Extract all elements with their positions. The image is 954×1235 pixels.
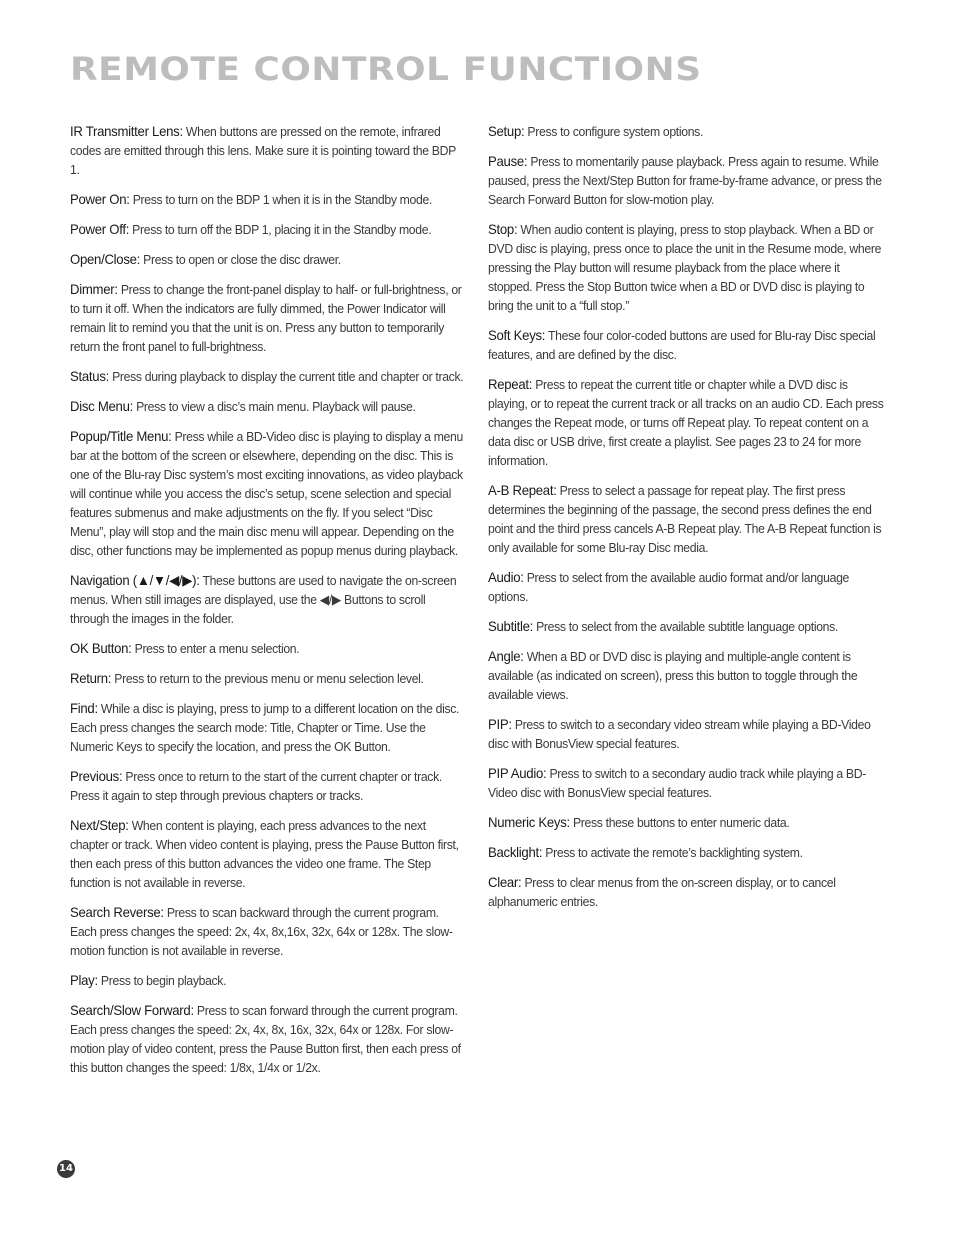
- entry-text: Press to clear menus from the on-screen display, or to cancel alphanumeric entries.: [488, 875, 836, 909]
- entry-soft-keys: [488, 326, 885, 364]
- entry-text: Press to scan forward through the current program. Each press changes the speed: 2x, 4x, 8x, 16x, 32x, 64x or 128x. For slow-motion play of video content, press the Pause Button first, then each press of this button changes the speed: 1/8x, 1/4x or 1/2x.: [70, 1003, 461, 1075]
- entry-text: Press to select a passage for repeat play. The first press determines the beginning of the passage, the second press defines the end point and the third press cancels A-B Repeat play. The A-B Repeat function is only available for some Blu-ray Disc media.: [488, 483, 882, 555]
- entry-text: Press to open or close the disc drawer.: [143, 252, 341, 267]
- entry-term: Audio:: [488, 569, 524, 585]
- entry-term: Pause:: [488, 153, 528, 169]
- entry-term: Return:: [70, 670, 112, 686]
- entry-text: Press these buttons to enter numeric data.: [572, 815, 790, 830]
- entry-text: Press to scan backward through the current program. Each press changes the speed: 2x, 4x, 8x,16x, 32x, 64x or 128x. The slow-motion function is not available in reverse.: [70, 905, 453, 958]
- entry-status: [70, 367, 467, 386]
- entry-clear: [488, 873, 885, 911]
- entry-text: While a disc is playing, press to jump to a different location on the disc. Each press changes the search mode: Title, Chapter or Time. Use the Numeric Keys to specify the location, and press the OK Button.: [70, 701, 460, 754]
- left-column: [70, 122, 466, 1088]
- entry-term: Status:: [70, 368, 109, 384]
- entry-audio: [488, 568, 885, 606]
- entry-term: Dimmer:: [70, 281, 118, 297]
- entry-term: Setup:: [488, 123, 525, 139]
- right-column: [488, 122, 884, 922]
- entry-numeric-keys: [488, 813, 885, 832]
- entry-text: Press to begin playback.: [100, 973, 227, 988]
- entry-term: Open/Close:: [70, 251, 141, 267]
- page-number-badge: 14: [57, 1160, 75, 1178]
- entry-text: When audio content is playing, press to stop playback. When a BD or DVD disc is playing, press once to place the unit in the Resume mode, where pressing the Play button will resume playback from the place where it stopped. Press the Stop Button twice when a BD or DVD disc is playing to bring the unit to a “full stop.”: [488, 222, 882, 313]
- entry-text: When buttons are pressed on the remote, infrared codes are emitted through this lens. Make sure it is pointing toward the BDP 1.: [70, 124, 456, 177]
- entry-ok-button: [70, 639, 467, 658]
- entry-popup-title-menu: [70, 427, 467, 560]
- entry-text: Press to view a disc’s main menu. Playback will pause.: [136, 399, 416, 414]
- entry-text: Press to switch to a secondary audio track while playing a BD-Video disc with BonusView special features.: [488, 766, 866, 800]
- entry-term: Clear:: [488, 874, 522, 890]
- entry-text: These four color-coded buttons are used for Blu-ray Disc special features, and are defined by the disc.: [488, 328, 876, 362]
- entry-disc-menu: [70, 397, 467, 416]
- entry-term: Previous:: [70, 768, 123, 784]
- entry-angle: [488, 647, 885, 704]
- entry-text: Press to momentarily pause playback. Press again to resume. While paused, press the Next/Step Button for frame-by-frame advance, or press the Search Forward Button for slow-motion play.: [488, 154, 882, 207]
- entry-text: Press to select from the available subtitle language options.: [536, 619, 839, 634]
- entry-search-slow-forward: [70, 1001, 467, 1077]
- entry-text: Press to turn on the BDP 1 when it is in the Standby mode.: [132, 192, 432, 207]
- entry-pip: [488, 715, 885, 753]
- entry-search-reverse: [70, 903, 467, 960]
- entry-text: When a BD or DVD disc is playing and multiple-angle content is available (as indicated on screen), press this button to toggle through the available views.: [488, 649, 858, 702]
- entry-text: Press while a BD-Video disc is playing to display a menu bar at the bottom of the screen or elsewhere, depending on the disc. This is one of the Blu-ray Disc system’s most exciting innovations, as video playback will continue while you access the disc’s setup, scene selection and special features submenus and make adjustments on the fly. If you select “Disc Menu”, play will stop and the main disc menu will appear. Depending on the disc, other functions may be implemented as popup menus during playback.: [70, 429, 463, 558]
- entry-pip-audio: [488, 764, 885, 802]
- entry-text: Press to activate the remote’s backlighting system.: [545, 845, 803, 860]
- entry-term: PIP:: [488, 716, 512, 732]
- entry-term: Popup/Title Menu:: [70, 428, 172, 444]
- entry-text: Press to turn off the BDP 1, placing it in the Standby mode.: [132, 222, 432, 237]
- entry-repeat: [488, 375, 885, 470]
- entry-open-close: [70, 250, 467, 269]
- entry-text: Press to enter a menu selection.: [134, 641, 300, 656]
- entry-backlight: [488, 843, 885, 862]
- entry-play: [70, 971, 467, 990]
- entry-text: These buttons are used to navigate the on-screen menus. When still images are displayed, use the ◀/▶ Buttons to scroll through the images in the folder.: [70, 573, 457, 626]
- entry-term: Disc Menu:: [70, 398, 134, 414]
- entry-term: Angle:: [488, 648, 524, 664]
- entry-pause: [488, 152, 885, 209]
- entry-term: Power On:: [70, 191, 130, 207]
- entry-term: Repeat:: [488, 376, 533, 392]
- entry-setup: [488, 122, 885, 141]
- entry-stop: [488, 220, 885, 315]
- entry-term: A-B Repeat:: [488, 482, 557, 498]
- entry-ir-transmitter-lens: [70, 122, 467, 179]
- entry-term: Find:: [70, 700, 98, 716]
- entry-text: Press to switch to a secondary video stream while playing a BD-Video disc with BonusView special features.: [488, 717, 871, 751]
- entry-text: Press to return to the previous menu or menu selection level.: [114, 671, 424, 686]
- entry-text: Press to repeat the current title or chapter while a DVD disc is playing, or to repeat the current track or all tracks on an audio CD. Each press changes the Repeat mode, or turns off Repeat play. To repeat content on a data disc or USB drive, first create a playlist. See pages 23 to 24 for more information.: [488, 377, 884, 468]
- entry-dimmer: [70, 280, 467, 356]
- entry-term: PIP Audio:: [488, 765, 547, 781]
- entry-term: OK Button:: [70, 640, 132, 656]
- entry-navigation: [70, 571, 467, 628]
- entry-text: Press during playback to display the current title and chapter or track.: [112, 369, 464, 384]
- entry-term: Numeric Keys:: [488, 814, 570, 830]
- entry-term: Subtitle:: [488, 618, 534, 634]
- page-title: REMOTE CONTROL FUNCTIONS: [70, 50, 702, 88]
- entry-text: Press once to return to the start of the current chapter or track. Press it again to step through previous chapters or tracks.: [70, 769, 442, 803]
- entry-power-on: [70, 190, 467, 209]
- entry-find: [70, 699, 467, 756]
- entry-text: Press to configure system options.: [527, 124, 704, 139]
- entry-a-b-repeat: [488, 481, 885, 557]
- entry-term: Power Off:: [70, 221, 130, 237]
- entry-subtitle: [488, 617, 885, 636]
- entry-term: Next/Step:: [70, 817, 129, 833]
- entry-term: Search Reverse:: [70, 904, 164, 920]
- entry-text: Press to change the front-panel display to half- or full-brightness, or to turn it off. When the indicators are fully dimmed, the Power Indicator will remain lit to remind you that the unit is on. Press any button to temporarily return the front panel to full-brightness.: [70, 282, 462, 354]
- entry-text: Press to select from the available audio format and/or language options.: [488, 570, 850, 604]
- entry-term: Stop:: [488, 221, 518, 237]
- entry-return: [70, 669, 467, 688]
- entry-term: IR Transmitter Lens:: [70, 123, 183, 139]
- entry-previous: [70, 767, 467, 805]
- entry-term: Navigation (▲/▼/◀/▶):: [70, 572, 200, 588]
- entry-term: Search/Slow Forward:: [70, 1002, 194, 1018]
- entry-next-step: [70, 816, 467, 892]
- entry-term: Backlight:: [488, 844, 543, 860]
- entry-term: Play:: [70, 972, 98, 988]
- entry-power-off: [70, 220, 467, 239]
- entry-text: When content is playing, each press advances to the next chapter or track. When video content is playing, press the Pause Button first, then each press of this button advances the video one frame. The Step function is not available in reverse.: [70, 818, 459, 890]
- entry-term: Soft Keys:: [488, 327, 546, 343]
